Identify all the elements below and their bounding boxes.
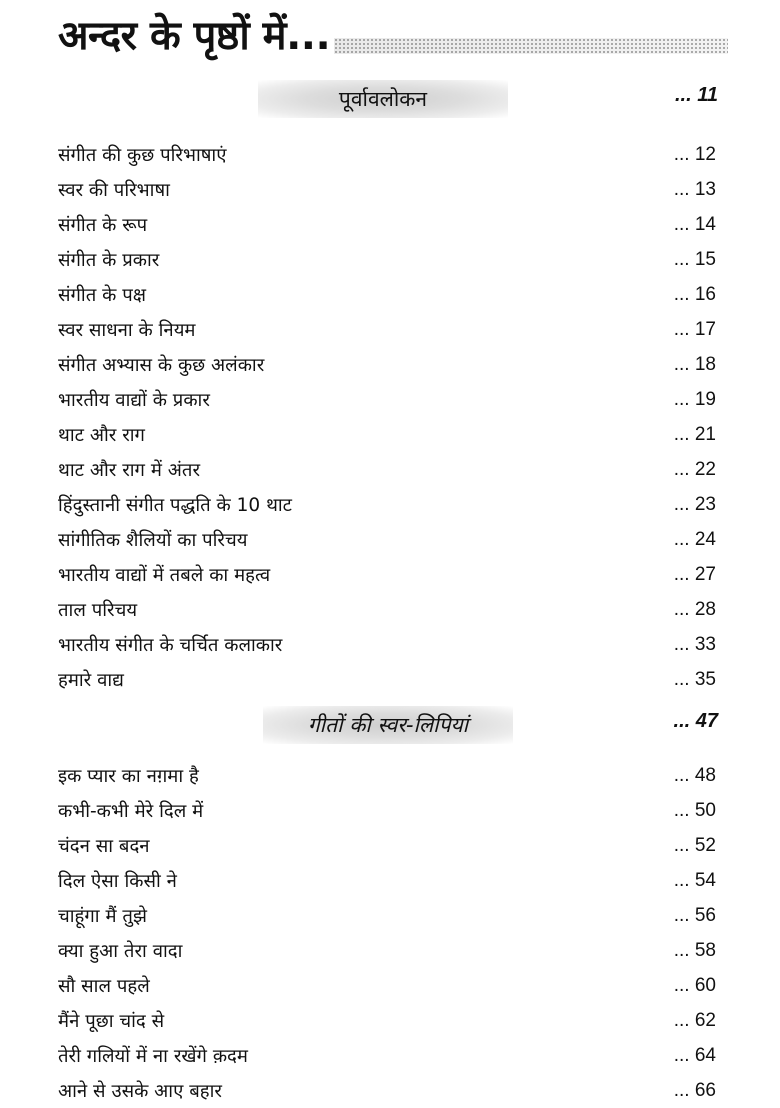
toc-entry[interactable] [58,1003,718,1038]
entry-title: चाहूंगा मैं तुझे [58,906,147,927]
toc-entry[interactable] [58,627,718,662]
entry-page: ... 18 [673,353,716,375]
toc-entry[interactable] [58,312,718,347]
section-header-song-notations [58,706,718,750]
toc-list-preview [58,137,718,697]
entry-title: आने से उसके आए बहार [58,1081,222,1102]
entry-title: थाट और राग [58,425,145,446]
toc-entry[interactable] [58,828,718,863]
entry-title: दिल ऐसा किसी ने [58,871,177,892]
entry-page: ... 19 [673,388,716,410]
entry-page: ... 54 [673,869,716,891]
toc-entry[interactable] [58,242,718,277]
entry-title: संगीत की कुछ परिभाषाएं [58,145,227,166]
entry-page: ... 22 [673,458,716,480]
entry-page: ... 27 [673,563,716,585]
heading-dot-leader [334,38,728,54]
entry-title: स्वर की परिभाषा [58,180,170,201]
entry-title: सांगीतिक शैलियों का परिचय [58,530,248,551]
toc-entry[interactable] [58,1073,718,1108]
toc-entry[interactable] [58,522,718,557]
toc-entry[interactable] [58,557,718,592]
toc-entry[interactable] [58,863,718,898]
toc-entry[interactable] [58,452,718,487]
entry-page: ... 56 [673,904,716,926]
entry-page: ... 50 [673,799,716,821]
entry-page: ... 24 [673,528,716,550]
entry-title: मैंने पूछा चांद से [58,1011,165,1032]
toc-entry[interactable] [58,1038,718,1073]
entry-page: ... 12 [673,143,716,165]
toc-list-song-notations [58,758,718,1108]
toc-entry[interactable] [58,487,718,522]
toc-entry[interactable] [58,793,718,828]
entry-title: संगीत के प्रकार [58,250,160,271]
entry-page: ... 52 [673,834,716,856]
entry-title: थाट और राग में अंतर [58,460,201,481]
toc-entry[interactable] [58,933,718,968]
section-header-preview [58,80,718,124]
entry-page: ... 17 [673,318,716,340]
entry-title: चंदन सा बदन [58,836,150,857]
entry-page: ... 60 [673,974,716,996]
entry-page: ... 14 [673,213,716,235]
toc-entry[interactable] [58,968,718,1003]
toc-entry[interactable] [58,277,718,312]
section-title: गीतों की स्वर-लिपियां [263,706,513,744]
entry-title: क्या हुआ तेरा वादा [58,941,183,962]
entry-page: ... 62 [673,1009,716,1031]
toc-entry[interactable] [58,592,718,627]
heading-text: अन्दर के पृष्ठों में... [58,13,331,59]
toc-entry[interactable] [58,898,718,933]
entry-title: संगीत के पक्ष [58,285,147,306]
entry-title: इक प्यार का नग़मा है [58,766,199,787]
entry-page: ... 23 [673,493,716,515]
page-heading [58,10,728,62]
entry-page: ... 33 [673,633,716,655]
entry-page: ... 28 [673,598,716,620]
entry-page: ... 64 [673,1044,716,1066]
entry-title: संगीत के रूप [58,215,148,236]
toc-entry[interactable] [58,382,718,417]
entry-title: स्वर साधना के नियम [58,320,196,341]
toc-entry[interactable] [58,347,718,382]
entry-title: हिंदुस्तानी संगीत पद्धति के 10 थाट [58,495,293,516]
section-page-number: ... 47 [673,710,718,732]
entry-page: ... 21 [673,423,716,445]
entry-title: हमारे वाद्य [58,670,124,691]
entry-page: ... 66 [673,1079,716,1101]
toc-entry[interactable] [58,137,718,172]
entry-title: भारतीय वाद्यों के प्रकार [58,390,210,411]
entry-page: ... 15 [673,248,716,270]
section-title: पूर्वावलोकन [258,80,508,118]
entry-page: ... 58 [673,939,716,961]
toc-entry[interactable] [58,172,718,207]
entry-title: सौ साल पहले [58,976,150,997]
entry-title: ताल परिचय [58,600,138,621]
entry-title: भारतीय संगीत के चर्चित कलाकार [58,635,283,656]
entry-page: ... 48 [673,764,716,786]
entry-page: ... 13 [673,178,716,200]
section-page-number: ... 11 [675,84,718,106]
entry-title: तेरी गलियों में ना रखेंगे क़दम [58,1046,248,1067]
entry-title: संगीत अभ्यास के कुछ अलंकार [58,355,265,376]
toc-entry[interactable] [58,207,718,242]
toc-entry[interactable] [58,662,718,697]
entry-title: भारतीय वाद्यों में तबले का महत्व [58,565,271,586]
entry-page: ... 16 [673,283,716,305]
toc-entry[interactable] [58,758,718,793]
entry-page: ... 35 [673,668,716,690]
toc-entry[interactable] [58,417,718,452]
entry-title: कभी-कभी मेरे दिल में [58,801,204,822]
